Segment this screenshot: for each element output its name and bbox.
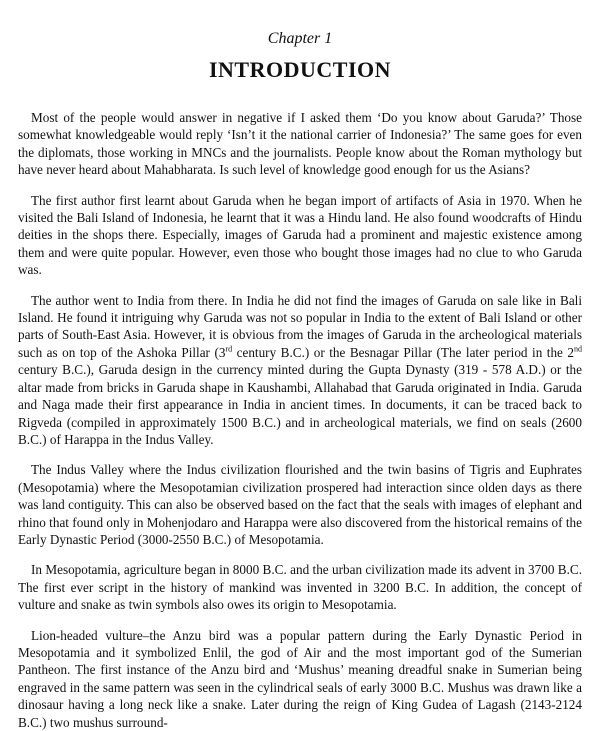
ordinal-superscript: nd xyxy=(574,344,582,354)
chapter-title: INTRODUCTION xyxy=(208,57,392,82)
paragraph-text-segment: century B.C.) or the Besnagar Pillar (The later period in the 2 xyxy=(232,344,574,360)
paragraph-indus-mesopotamia: The Indus Valley where the Indus civilization flourished and the twin basins of Tigris and Euphrates (Mesopotamia) where the Mesopotamian civilization prospered had interaction since olden days as there was land contiguity. This can also be observed based on the fact that the seals with images of elephant and rhino that found only in Mohenjodaro and Harappa were also discovered from the historical remains of the Early Dynastic Period (3000-2550 B.C.) of Mesopotamia. xyxy=(18,462,582,547)
paragraph-mesopotamia-agriculture: In Mesopotamia, agriculture began in 8000 B.C. and the urban civilization made its advent in 3700 B.C. The first ever script in the history of mankind was invented in 3200 B.C. In addition, the concept of vulture and snake as twin symbols also owes its origin to Mesopotamia. xyxy=(18,562,582,613)
paragraph-garuda-awareness: Most of the people would answer in negative if I asked them ‘Do you know about Garuda?’ Those somewhat knowledgeable would reply ‘Isn’t it the national carrier of Indonesia?’ The same goes for even the diplomats, those working in MNCs and the journalists. People know about the Roman mythology but have never heard about Mahabharata. Is such level of knowledge good enough for us the Asians? xyxy=(18,110,582,178)
paragraph-text-segment: The author went to India from there. In India he did not find the images of Garuda on sale like in Bali Island. He found it intriguing why Garuda was not so popular in India to the extent of Bali Island or other parts of South-East Asia. However, it is obvious from the images of Garuda in the archeological materials such as on top of the Ashoka Pillar (3 xyxy=(18,292,582,360)
paragraph-bali-import: The first author first learnt about Garuda when he began import of artifacts of Asia in 1970. When he visited the Bali Island of Indonesia, he learnt that it was a Hindu land. He also found woodcrafts of Hindu deities in the shops there. Especially, images of Garuda had a prominent and majestic existence among them and were quite popular. However, even those who bought those images had no clue to who Garuda was. xyxy=(18,192,582,278)
ordinal-superscript: rd xyxy=(225,344,233,354)
chapter-number: Chapter 1 xyxy=(267,30,333,47)
chapter-body xyxy=(18,109,582,731)
paragraph-anzu-bird: Lion-headed vulture–the Anzu bird was a popular pattern during the Early Dynastic Period in Mesopotamia and it symbolized Enlil, the god of Air and the most important god of the Sumerian Pantheon. The first instance of the Anzu bird and ‘Mushus’ meaning dreadful snake in Sumerian being engraved in the same pattern was seen in the cylindrical seals of early 3000 B.C. Mushus was drawn like a dinosaur having a long neck like a snake. Later during the reign of King Gudea of Lagash (2143-2124 B.C.) two mushus surround- xyxy=(18,627,582,730)
paragraph-india-archeology xyxy=(18,292,582,449)
paragraph-text-segment: century B.C.), Garuda design in the currency minted during the Gupta Dynasty (319 - 578 A.D.) or the altar made from bricks in Garuda shape in Kaushambi, Allahabad that Garuda originated in India. Garuda and Naga made their first appearance in India in ancient times. In documents, it can be traced back to Rigveda (compiled in approximately 1500 B.C.) and in archeological materials, we find on seals (2600 B.C.) of Harappa in the Indus Valley. xyxy=(18,362,582,447)
